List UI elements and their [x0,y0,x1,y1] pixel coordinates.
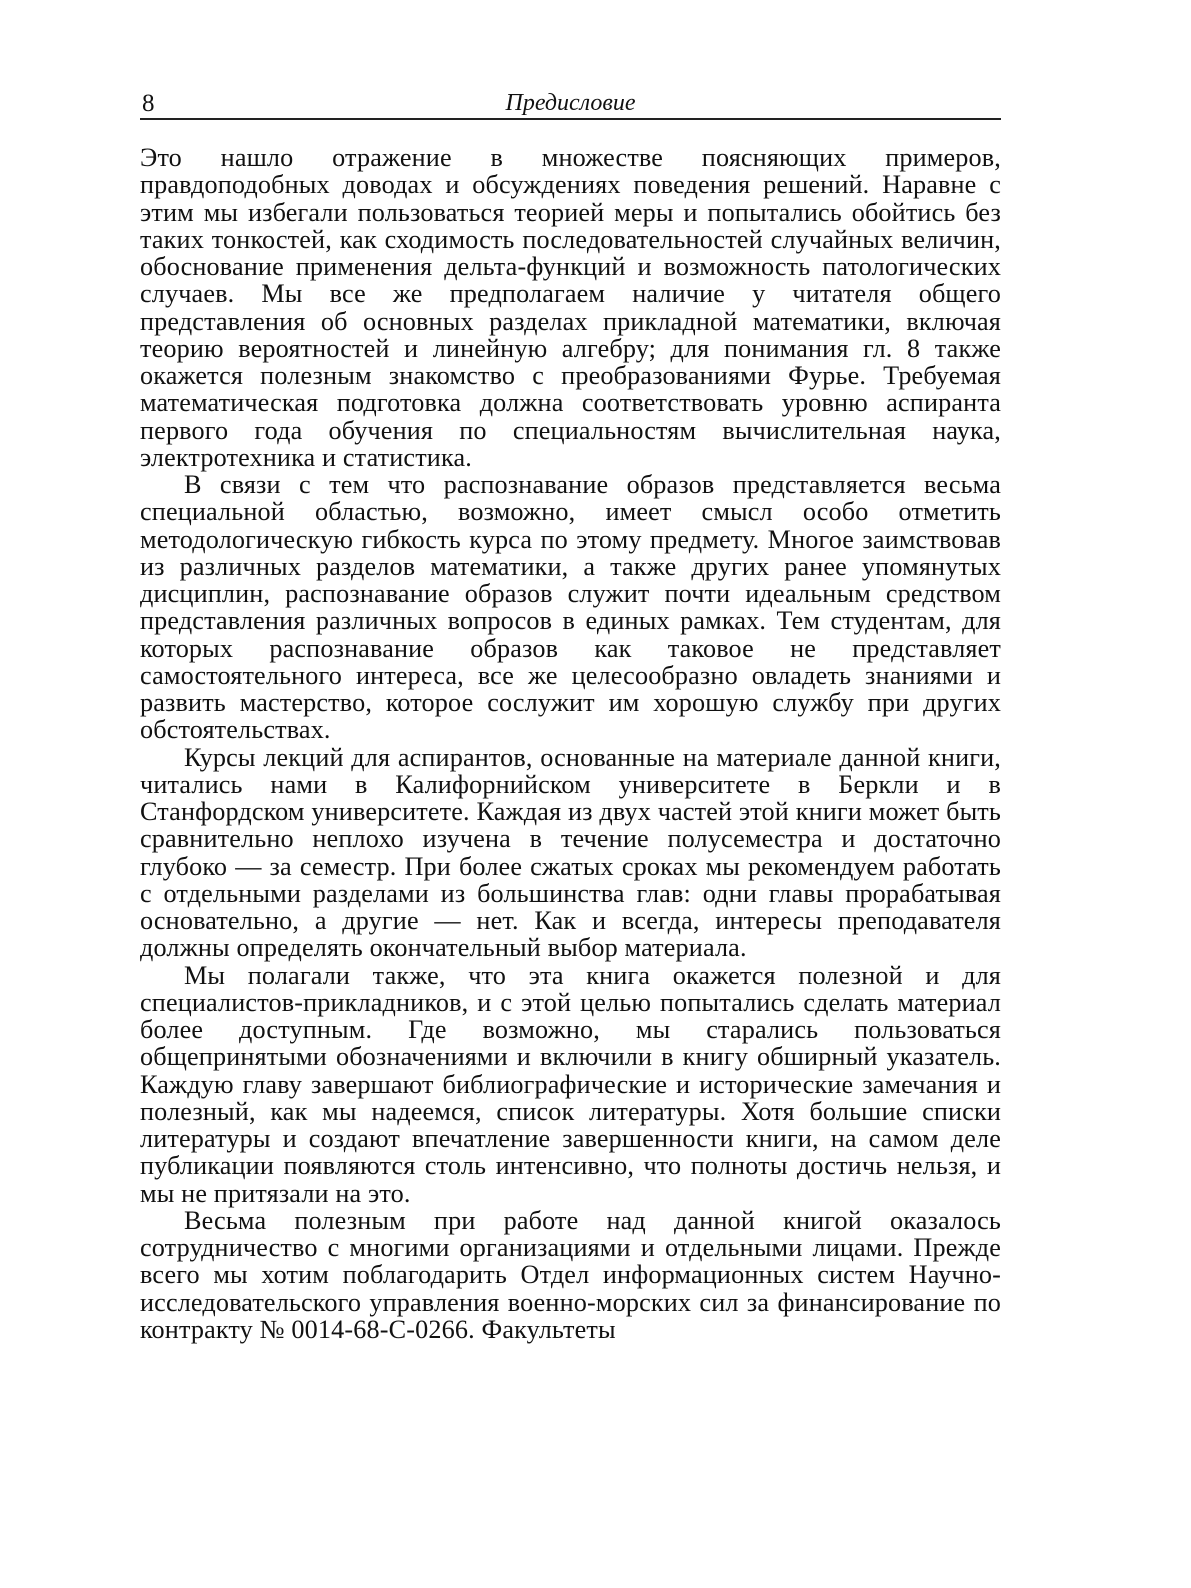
paragraph: Весьма полезным при работе над данной книгой оказалось сотрудничество с многими организациями и отдельными лицами. Прежде всего мы хотим поблагодарить Отдел информационных систем Научно-исследовательского управления военно-морских сил за финансирование по контракту № 0014-68-С-0266. Факультеты [140,1205,1001,1344]
paragraph: В связи с тем что распознавание образов представляется весьма специальной областью, возможно, имеет смысл особо отметить методологическую гибкость курса по этому предмету. Многое заимствовав из различных разделов математики, а также других ранее упомянутых дисциплин, распознавание образов служит почти идеальным средством представления различных вопросов в единых рамках. Тем студентам, для которых распознавание образов как таковое не представляет самостоятельного интереса, все же целесообразно овладеть знаниями и развить мастерство, которое сослужит им хорошую службу при других обстоятельствах. [140,470,1001,745]
paragraph: Мы полагали также, что эта книга окажется полезной и для специалистов-прикладников, и с этой целью попытались сделать материал более доступным. Где возможно, мы старались пользоваться общепринятыми обозначениями и включили в книгу обширный указатель. Каждую главу завершают библиографические и исторические замечания и полезный, как мы надеемся, список литературы. Хотя большие списки литературы и создают впечатление завершенности книги, на самом деле публикации появляются столь интенсивно, что полноты достичь нельзя, и мы не притязали на это. [140,960,1001,1208]
page-number: 8 [142,90,155,117]
book-page [140,88,1001,1343]
running-header [140,88,1001,120]
section-title: Предисловие [505,90,636,116]
paragraph-continuation: Это нашло отражение в множестве поясняющих примеров, правдоподобных доводах и обсуждениях поведения решений. Наравне с этим мы избегали пользоваться теорией меры и попытались обойтись без таких тонкостей, как сходимость последовательностей случайных величин, обоснование применения дельта-функций и возможность патологических случаев. Мы все же предполагаем наличие у читателя общего представления об основных разделах прикладной математики, включая теорию вероятностей и линейную алгебру; для понимания гл. 8 также окажется полезным знакомство с преобразованиями Фурье. Требуемая математическая подготовка должна соответствовать уровню аспиранта первого года обучения по специальностям вычислительная наука, электротехника и статистика. [140,143,1001,472]
paragraph: Курсы лекций для аспирантов, основанные на материале данной книги, читались нами в Калифорнийском университете в Беркли и в Станфордском университете. Каждая из двух частей этой книги может быть сравнительно неплохо изучена в течение полусеместра и достаточно глубоко — за семестр. При более сжатых сроках мы рекомендуем работать с отдельными разделами из большинства глав: одни главы прорабатывая основательно, а другие — нет. Как и всегда, интересы преподавателя должны определять окончательный выбор материала. [140,742,1001,963]
body-text [140,144,1001,1343]
